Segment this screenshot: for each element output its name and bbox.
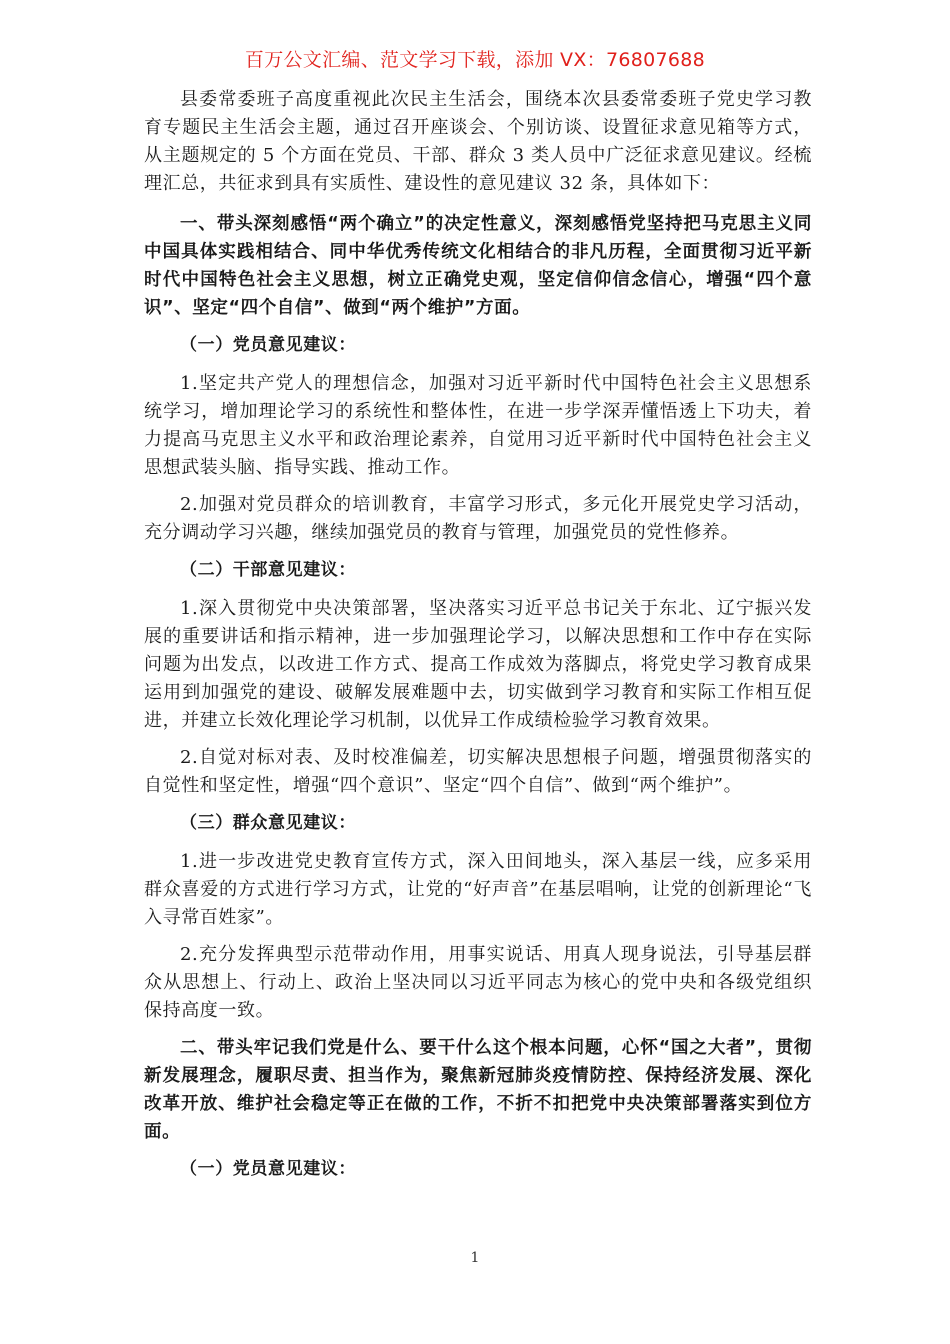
page-number: 1 (470, 1250, 480, 1266)
intro-paragraph: 县委常委班子高度重视此次民主生活会，围绕本次县委常委班子党史学习教育专题民主生活会主题，通过召开座谈会、个别访谈、设置征求意见箱等方式，从主题规定的 5 个方面在党员、干部、群众 3 类人员中广泛征求意见建议。经梳理汇总，共征求到具有实质性、建设性的意见建议 32 条，具体如下： (144, 89, 812, 194)
section1-party-item-1: 1.坚定共产党人的理想信念，加强对习近平新时代中国特色社会主义思想系统学习，增加理论学习的系统性和整体性，在进一步学深弄懂悟透上下功夫，着力提高马克思主义水平和政治理论素养，自觉用习近平新时代中国特色社会主义思想武装头脑、指导实践、推动工作。 (144, 373, 812, 478)
watermark-header: 百万公文汇编、范文学习下载，添加 VX：76807688 (244, 49, 706, 71)
section2-heading: 二、带头牢记我们党是什么、要干什么这个根本问题，心怀“国之大者”，贯彻新发展理念，履职尽责、担当作为，聚焦新冠肺炎疫情防控、保持经济发展、深化改革开放、维护社会稳定等正在做的工作，不折不扣把党中央决策部署落实到位方面。 (144, 1038, 812, 1142)
document-body (144, 86, 812, 1194)
section1-cadre-item-2: 2.自觉对标对表、及时校准偏差，切实解决思想根子问题，增强贯彻落实的自觉性和坚定性，增强“四个意识”、坚定“四个自信”、做到“两个维护”。 (144, 747, 812, 796)
section1-heading: 一、带头深刻感悟“两个确立”的决定性意义，深刻感悟党坚持把马克思主义同中国具体实践相结合、同中华优秀传统文化相结合的非凡历程，全面贯彻习近平新时代中国特色社会主义思想，树立正确党史观，坚定信仰信念信心，增强“四个意识”、坚定“四个自信”、做到“两个维护”方面。 (144, 214, 812, 318)
section1-party-item-2: 2.加强对党员群众的培训教育，丰富学习形式，多元化开展党史学习活动，充分调动学习兴趣，继续加强党员的教育与管理，加强党员的党性修养。 (144, 494, 812, 543)
section1-cadre-item-1: 1.深入贯彻党中央决策部署，坚决落实习近平总书记关于东北、辽宁振兴发展的重要讲话和指示精神，进一步加强理论学习，以解决思想和工作中存在实际问题为出发点，以改进工作方式、提高工作成效为落脚点，将党史学习教育成果运用到加强党的建设、破解发展难题中去，切实做到学习教育和实际工作相互促进，并建立长效化理论学习机制，以优异工作成绩检验学习教育效果。 (144, 598, 812, 731)
section2-party-heading: （一）党员意见建议： (180, 1159, 356, 1179)
section1-mass-item-1: 1.进一步改进党史教育宣传方式，深入田间地头，深入基层一线，应多采用群众喜爱的方式进行学习方式，让党的“好声音”在基层唱响，让党的创新理论“飞入寻常百姓家”。 (144, 851, 812, 928)
section1-cadre-heading: （二）干部意见建议： (180, 560, 356, 580)
section1-mass-item-2: 2.充分发挥典型示范带动作用，用事实说话、用真人现身说法，引导基层群众从思想上、行动上、政治上坚决同以习近平同志为核心的党中央和各级党组织保持高度一致。 (144, 944, 812, 1021)
section1-party-heading: （一）党员意见建议： (180, 335, 356, 355)
section1-mass-heading: （三）群众意见建议： (180, 813, 356, 833)
